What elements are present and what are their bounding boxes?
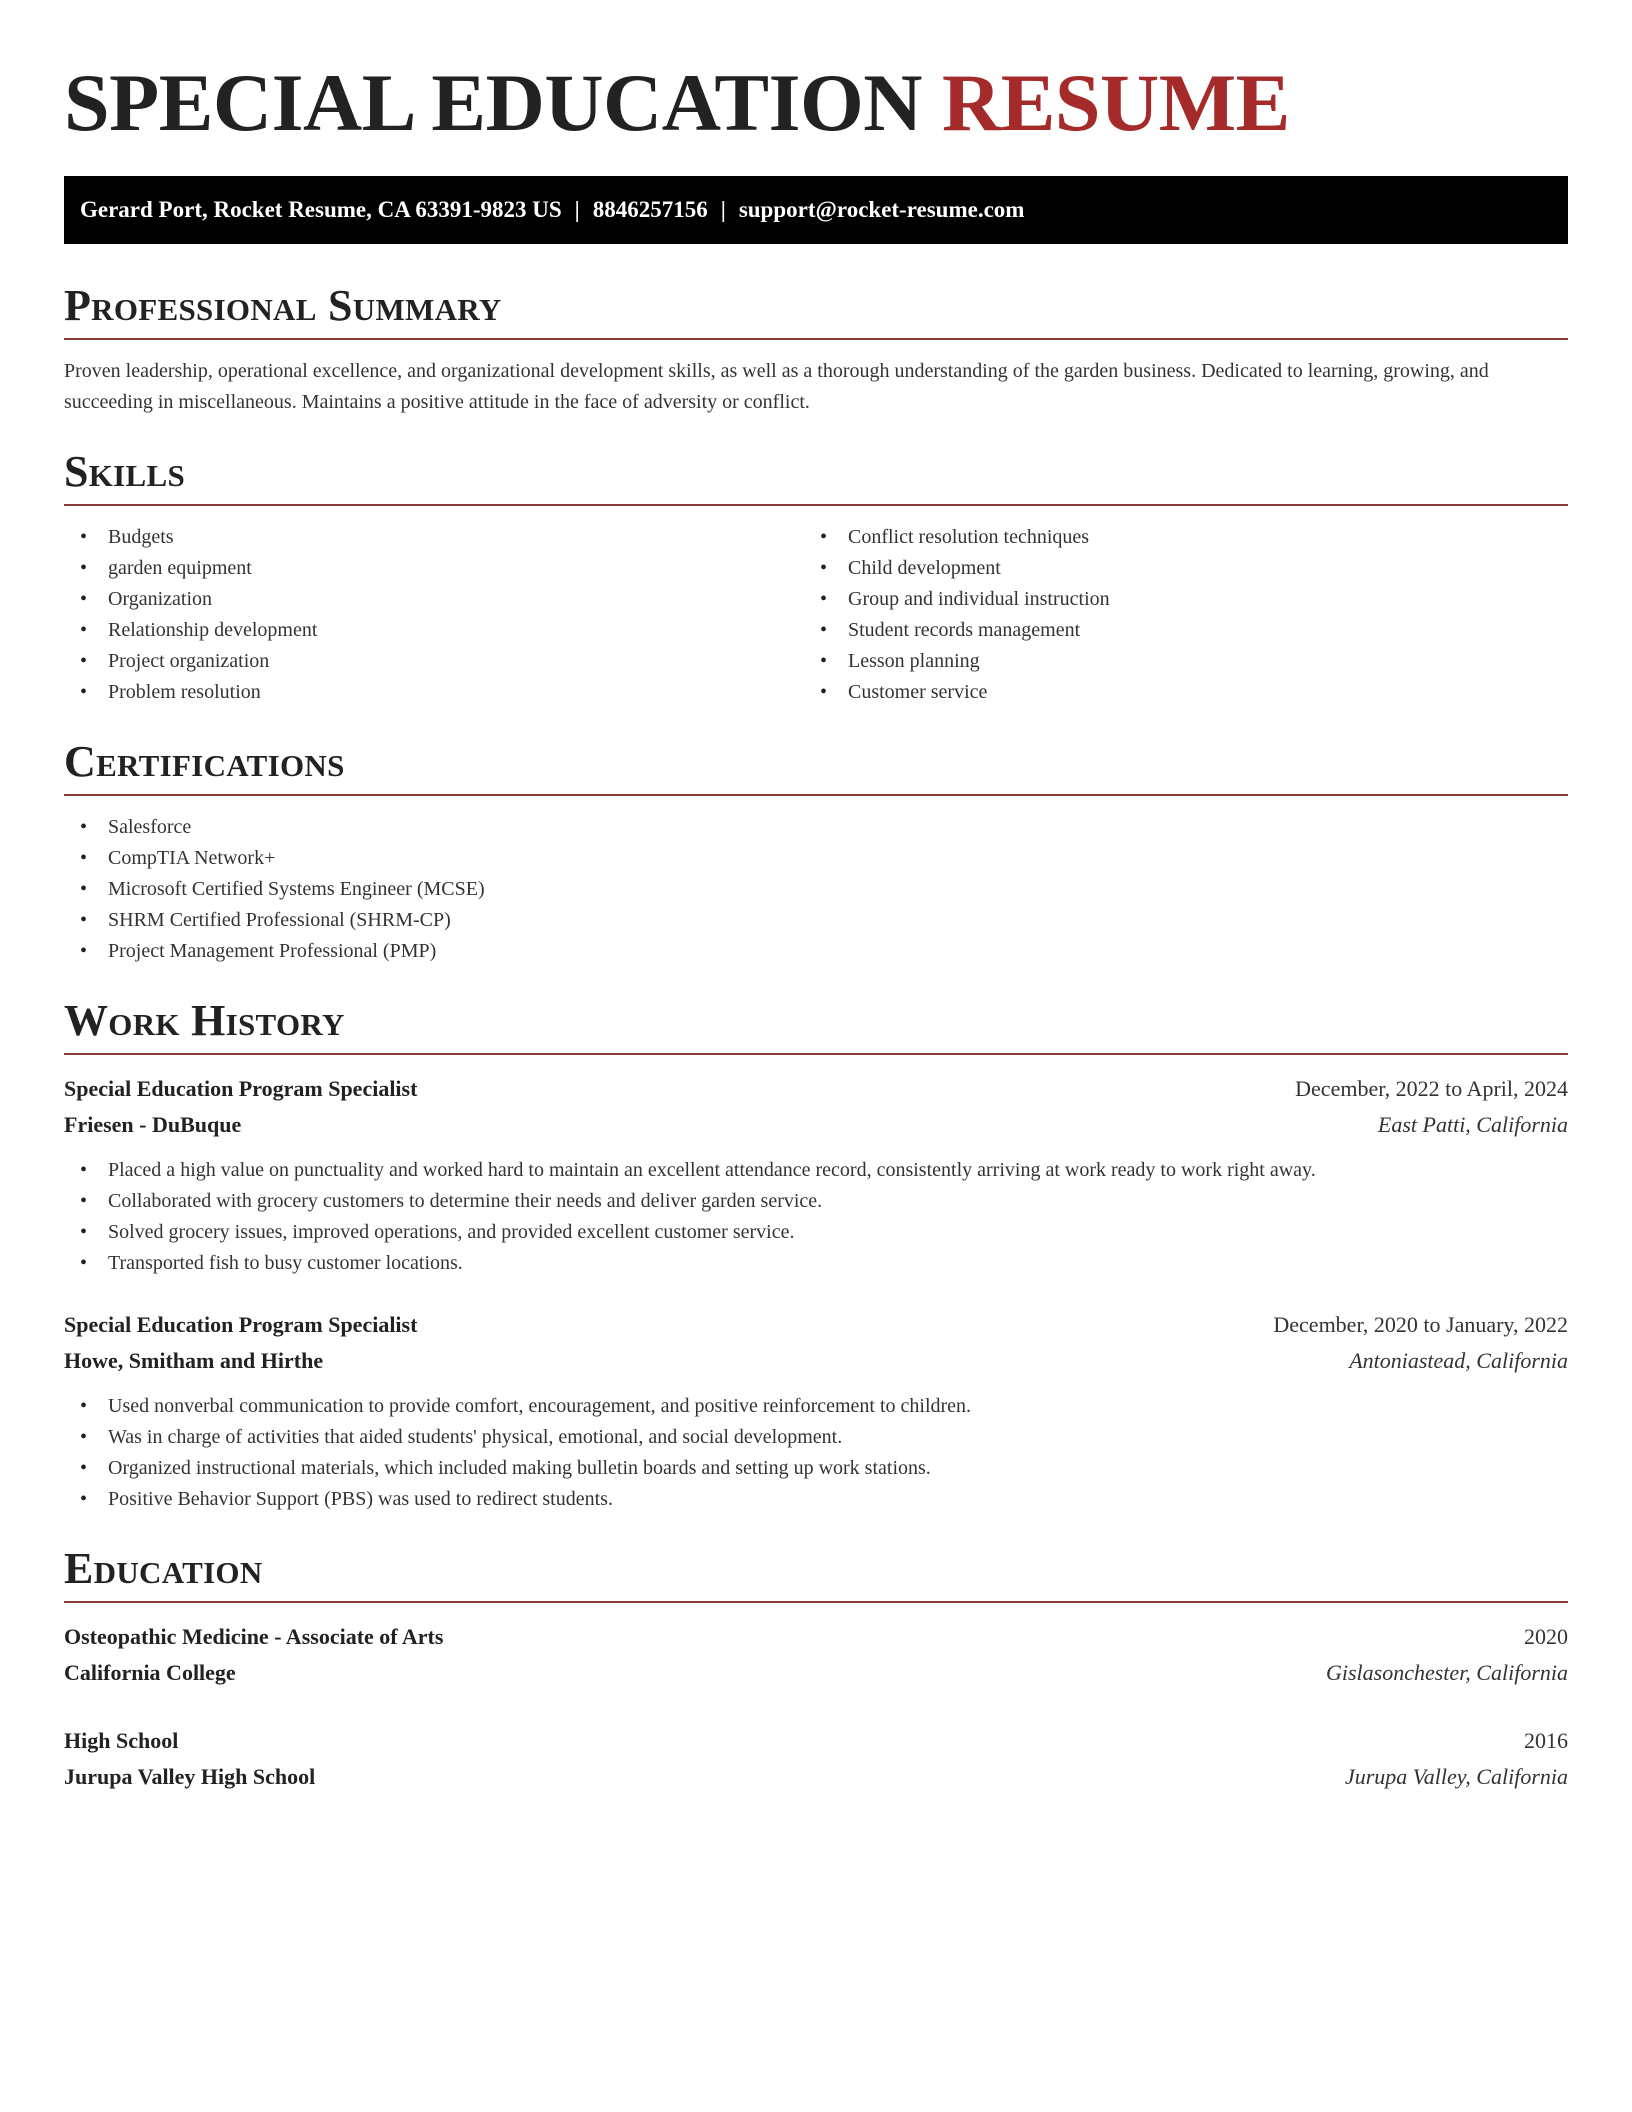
job-company-row	[64, 1107, 1568, 1143]
certifications-list	[64, 812, 1568, 967]
job-location: Antoniastead, California	[1349, 1348, 1568, 1373]
section-heading: Professional Summary	[64, 281, 502, 330]
job-dates: December, 2020 to January, 2022	[1273, 1312, 1568, 1337]
job-duty-item: • Used nonverbal communication to provide comfort, encouragement, and positive reinforcement to children.	[64, 1391, 1568, 1422]
job-duties	[64, 1391, 1568, 1515]
contact-bar	[64, 176, 1568, 244]
job-header-row	[64, 1307, 1568, 1343]
skill-item: • Organization	[64, 584, 804, 615]
education-school-row	[64, 1655, 1568, 1691]
contact-separator: |	[720, 197, 726, 222]
skills-list-left	[64, 522, 804, 708]
skills-grid	[64, 522, 1568, 708]
skill-item: • Project organization	[64, 646, 804, 677]
job-header-row	[64, 1071, 1568, 1107]
education-degree: High School	[64, 1728, 179, 1753]
skills-list-right	[804, 522, 1544, 708]
job-duty-item: • Collaborated with grocery customers to determine their needs and deliver garden service.	[64, 1186, 1568, 1217]
education-location: Jurupa Valley, California	[1344, 1764, 1568, 1789]
education-entry	[64, 1619, 1568, 1691]
education-school-row	[64, 1759, 1568, 1795]
skills-section	[64, 448, 1568, 708]
job-company-row	[64, 1343, 1568, 1379]
certifications-section	[64, 738, 1568, 967]
title-accent: RESUME	[942, 57, 1290, 148]
education-year: 2016	[1524, 1728, 1568, 1753]
contact-separator: |	[574, 197, 580, 222]
certification-item: • CompTIA Network+	[64, 843, 1568, 874]
skill-item: • Child development	[804, 553, 1544, 584]
resume-page	[64, 0, 1568, 1795]
skill-item: • Budgets	[64, 522, 804, 553]
job-company: Friesen - DuBuque	[64, 1112, 242, 1137]
skill-item: • Group and individual instruction	[804, 584, 1544, 615]
section-heading: Certifications	[64, 737, 345, 786]
contact-email[interactable]: support@rocket-resume.com	[738, 197, 1025, 222]
job-duty-item: • Transported fish to busy customer locations.	[64, 1248, 1568, 1279]
job-title: Special Education Program Specialist	[64, 1076, 418, 1101]
summary-text: Proven leadership, operational excellence, and organizational development skills, as well as a thorough understanding of the garden business. Dedicated to learning, growing, and succeeding in miscellaneous. Maintains a positive attitude in the face of adversity or conflict.	[64, 360, 1489, 413]
section-heading: Work History	[64, 996, 345, 1045]
skill-item: • Conflict resolution techniques	[804, 522, 1544, 553]
skill-item: • Problem resolution	[64, 677, 804, 708]
job-duty-item: • Placed a high value on punctuality and worked hard to maintain an excellent attendance record, consistently arriving at work ready to work right away.	[64, 1155, 1568, 1186]
skill-item: • garden equipment	[64, 553, 804, 584]
certification-item: • Microsoft Certified Systems Engineer (MCSE)	[64, 874, 1568, 905]
job-entry	[64, 1307, 1568, 1515]
job-entry	[64, 1071, 1568, 1279]
job-dates: December, 2022 to April, 2024	[1295, 1076, 1568, 1101]
section-divider	[64, 1601, 1568, 1603]
skill-item: • Relationship development	[64, 615, 804, 646]
job-duty-item: • Solved grocery issues, improved operations, and provided excellent customer service.	[64, 1217, 1568, 1248]
title-main: SPECIAL EDUCATION	[64, 57, 922, 148]
job-duty-item: • Organized instructional materials, which included making bulletin boards and setting up work stations.	[64, 1453, 1568, 1484]
section-heading: Education	[64, 1544, 263, 1593]
job-duty-item: • Positive Behavior Support (PBS) was used to redirect students.	[64, 1484, 1568, 1515]
education-location: Gislasonchester, California	[1325, 1660, 1568, 1685]
education-year: 2020	[1524, 1624, 1568, 1649]
education-school: California College	[64, 1660, 236, 1685]
section-divider	[64, 794, 1568, 796]
education-degree-row	[64, 1723, 1568, 1759]
skill-item: • Student records management	[804, 615, 1544, 646]
resume-title	[64, 0, 1568, 160]
skill-item: • Customer service	[804, 677, 1544, 708]
section-heading: Skills	[64, 447, 186, 496]
section-divider	[64, 338, 1568, 340]
job-company: Howe, Smitham and Hirthe	[64, 1348, 324, 1373]
certification-item: • Project Management Professional (PMP)	[64, 936, 1568, 967]
skill-item: • Lesson planning	[804, 646, 1544, 677]
education-degree: Osteopathic Medicine - Associate of Arts	[64, 1624, 444, 1649]
contact-address: Gerard Port, Rocket Resume, CA 63391-9823 US	[80, 197, 562, 222]
education-entry	[64, 1723, 1568, 1795]
summary-section	[64, 282, 1568, 418]
section-divider	[64, 1053, 1568, 1055]
section-divider	[64, 504, 1568, 506]
education-section	[64, 1545, 1568, 1795]
education-school: Jurupa Valley High School	[64, 1764, 316, 1789]
job-location: East Patti, California	[1377, 1112, 1568, 1137]
work-history-section	[64, 997, 1568, 1515]
job-duties	[64, 1155, 1568, 1279]
certification-item: • Salesforce	[64, 812, 1568, 843]
job-title: Special Education Program Specialist	[64, 1312, 418, 1337]
job-duty-item: • Was in charge of activities that aided students' physical, emotional, and social development.	[64, 1422, 1568, 1453]
certification-item: • SHRM Certified Professional (SHRM-CP)	[64, 905, 1568, 936]
contact-phone: 8846257156	[592, 197, 708, 222]
education-degree-row	[64, 1619, 1568, 1655]
